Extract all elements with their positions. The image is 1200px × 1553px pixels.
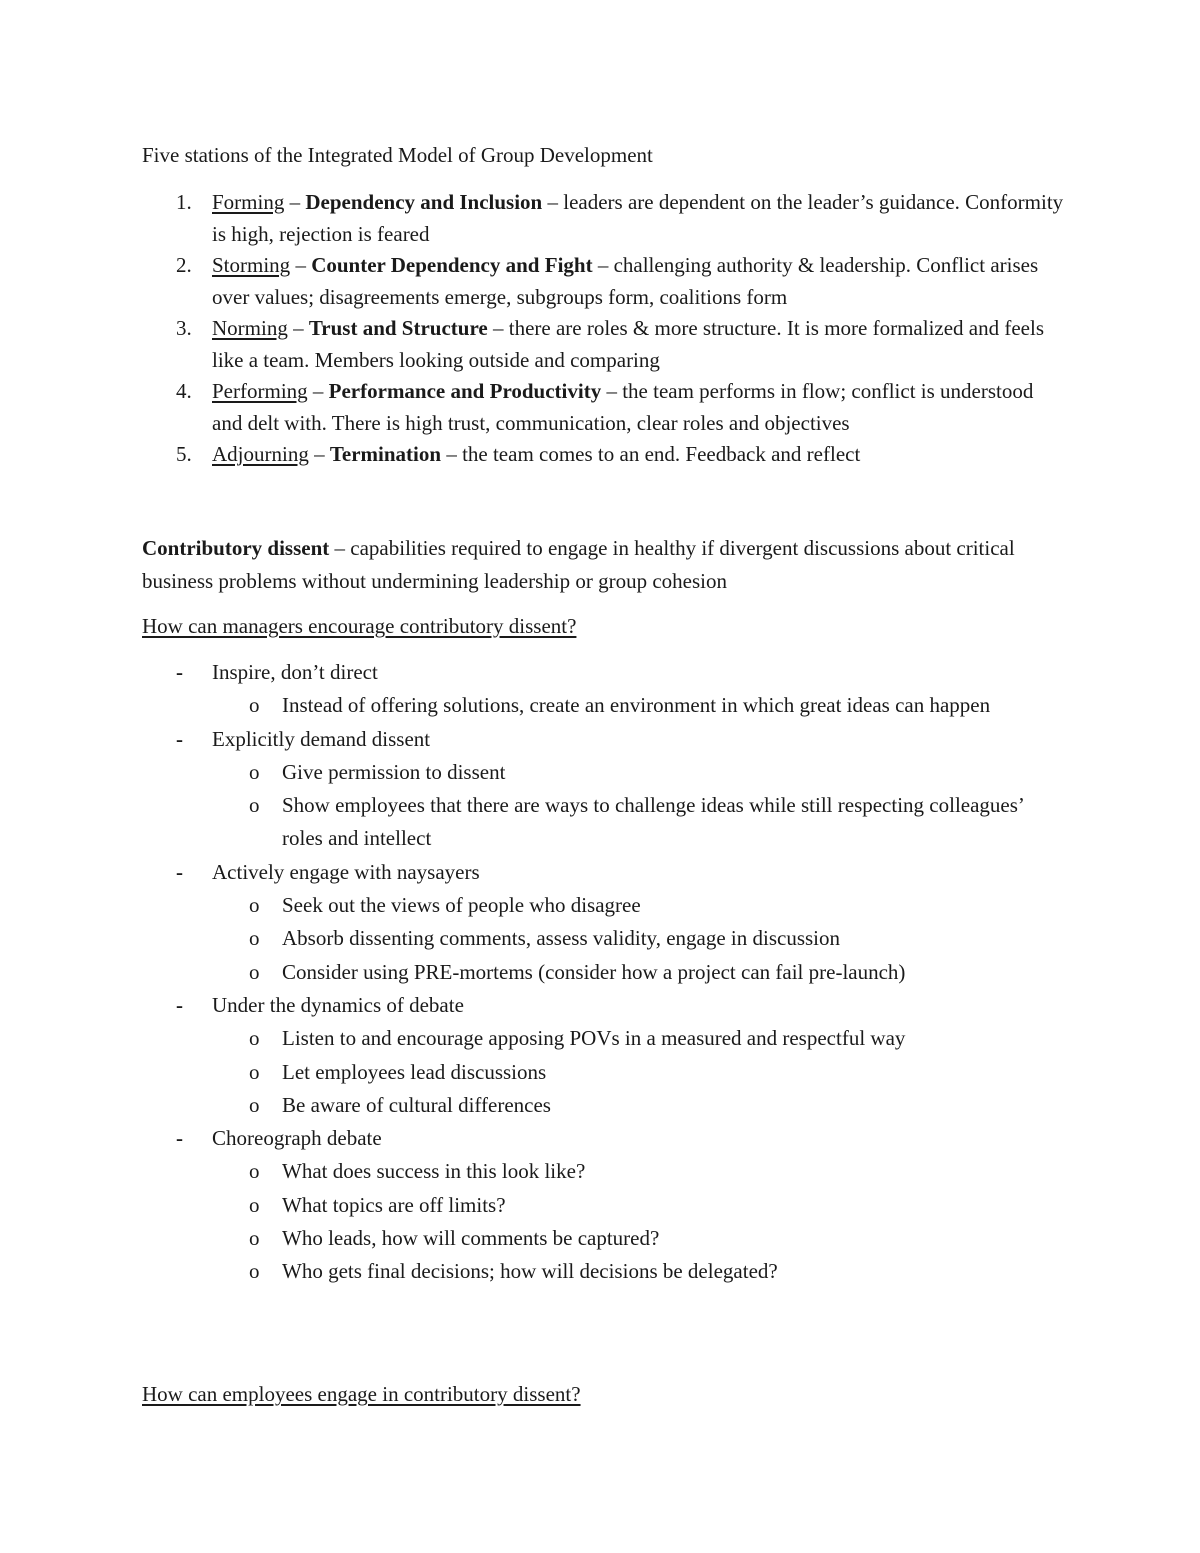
circle-bullet-icon: o	[249, 793, 260, 818]
stage-name: Storming	[212, 253, 291, 277]
sub-item-text: Who gets final decisions; how will decisions be delegated?	[282, 1259, 778, 1284]
sub-item-text: Listen to and encourage apposing POVs in a measured and respectful way	[282, 1026, 906, 1051]
stage-description: – the team comes to an end. Feedback and reflect	[441, 442, 861, 466]
page-heading: Five stations of the Integrated Model of Group Development	[142, 143, 653, 167]
sub-list	[212, 1022, 1067, 1122]
sub-list-item	[212, 956, 1067, 989]
list-item	[142, 1122, 1067, 1288]
list-item	[142, 856, 1067, 989]
sub-list-item	[212, 1155, 1067, 1188]
dash-bullet-icon: -	[176, 859, 183, 884]
managers-question-heading: How can managers encourage contributory dissent?	[142, 614, 577, 638]
stage-focus: Counter Dependency and Fight	[311, 253, 593, 277]
circle-bullet-icon: o	[249, 1259, 260, 1284]
circle-bullet-icon: o	[249, 893, 260, 918]
dissent-definition	[142, 532, 1067, 598]
item-number: 2.	[176, 253, 192, 277]
sub-item-text: Consider using PRE-mortems (consider how a project can fail pre-launch)	[282, 959, 906, 984]
sub-list-item	[212, 1022, 1067, 1055]
employees-question-heading: How can employees engage in contributory dissent?	[142, 1382, 581, 1406]
sub-list-item	[212, 889, 1067, 922]
tip-title: Explicitly demand dissent	[212, 726, 431, 751]
stage-description: – there are roles & more structure. It is more formalized and feels like a team. Members looking outside and comparing	[212, 316, 1045, 372]
stage-description: – the team performs in flow; conflict is understood and delt with. There is high trust, communication, clear roles and objectives	[212, 379, 1034, 435]
sub-item-text: Who leads, how will comments be captured?	[282, 1226, 660, 1251]
circle-bullet-icon: o	[249, 759, 260, 784]
sub-item-text: Instead of offering solutions, create an environment in which great ideas can happen	[282, 693, 991, 718]
stage-name: Performing	[212, 379, 308, 403]
tips-list	[142, 656, 1067, 1289]
item-number: 1.	[176, 190, 192, 214]
stage-name: Forming	[212, 190, 285, 214]
sub-item-text: Seek out the views of people who disagree	[282, 893, 641, 918]
stage-description: – challenging authority & leadership. Conflict arises over values; disagreements emerge, subgroups form, coalitions form	[212, 253, 1039, 309]
stage-focus: Termination	[329, 442, 442, 466]
circle-bullet-icon: o	[249, 1026, 260, 1051]
circle-bullet-icon: o	[249, 1192, 260, 1217]
list-item	[142, 989, 1067, 1122]
stage-name: Adjourning	[212, 442, 309, 466]
dash-bullet-icon: -	[176, 726, 183, 751]
tip-title: Inspire, don’t direct	[212, 660, 378, 684]
sub-list-item	[212, 922, 1067, 955]
list-item	[142, 723, 1067, 856]
stage-focus: Performance and Productivity	[328, 379, 602, 403]
item-number: 5.	[176, 442, 192, 466]
sub-list-item	[212, 1222, 1067, 1255]
dash-bullet-icon: -	[176, 660, 183, 684]
circle-bullet-icon: o	[249, 1159, 260, 1184]
stations-list	[142, 187, 1067, 471]
separator: –	[287, 316, 309, 340]
dash-bullet-icon: -	[176, 992, 183, 1017]
circle-bullet-icon: o	[249, 693, 260, 718]
stage-focus: Dependency and Inclusion	[305, 190, 543, 214]
circle-bullet-icon: o	[249, 959, 260, 984]
sub-item-text: What topics are off limits?	[282, 1192, 506, 1217]
separator: –	[308, 442, 330, 466]
sub-item-text: Show employees that there are ways to challenge ideas while still respecting colleagues’ roles and intellect	[282, 793, 1024, 851]
sub-list	[212, 889, 1067, 989]
definition-text: – capabilities required to engage in healthy if divergent discussions about critical business problems without undermining leadership or group cohesion	[142, 536, 1015, 593]
list-item	[142, 376, 1067, 439]
sub-list-item	[212, 789, 1067, 856]
sub-list	[212, 689, 1067, 722]
dash-bullet-icon: -	[176, 1126, 183, 1151]
circle-bullet-icon: o	[249, 1059, 260, 1084]
sub-item-text: What does success in this look like?	[282, 1159, 586, 1184]
definition-term: Contributory dissent	[142, 536, 330, 560]
sub-item-text: Let employees lead discussions	[282, 1059, 547, 1084]
stage-focus: Trust and Structure	[308, 316, 488, 340]
sub-list-item	[212, 1189, 1067, 1222]
separator: –	[307, 379, 329, 403]
sub-item-text: Absorb dissenting comments, assess validity, engage in discussion	[282, 926, 840, 951]
sub-list	[212, 1155, 1067, 1288]
list-item	[142, 656, 1067, 723]
sub-list-item	[212, 1056, 1067, 1089]
tip-title: Under the dynamics of debate	[212, 992, 464, 1017]
list-item	[142, 187, 1067, 250]
sub-item-text: Give permission to dissent	[282, 759, 506, 784]
sub-item-text: Be aware of cultural differences	[282, 1092, 551, 1117]
circle-bullet-icon: o	[249, 1092, 260, 1117]
sub-list-item	[212, 689, 1067, 722]
item-number: 4.	[176, 379, 192, 403]
circle-bullet-icon: o	[249, 1226, 260, 1251]
list-item	[142, 439, 1067, 471]
stage-name: Norming	[212, 316, 288, 340]
sub-list-item	[212, 756, 1067, 789]
circle-bullet-icon: o	[249, 926, 260, 951]
tip-title: Choreograph debate	[212, 1126, 382, 1151]
sub-list-item	[212, 1255, 1067, 1288]
tip-title: Actively engage with naysayers	[212, 859, 480, 884]
separator: –	[284, 190, 306, 214]
stage-description: – leaders are dependent on the leader’s guidance. Conformity is high, rejection is feared	[212, 190, 1064, 246]
sub-list	[212, 756, 1067, 856]
list-item	[142, 250, 1067, 313]
separator: –	[290, 253, 312, 277]
item-number: 3.	[176, 316, 192, 340]
list-item	[142, 313, 1067, 376]
sub-list-item	[212, 1089, 1067, 1122]
